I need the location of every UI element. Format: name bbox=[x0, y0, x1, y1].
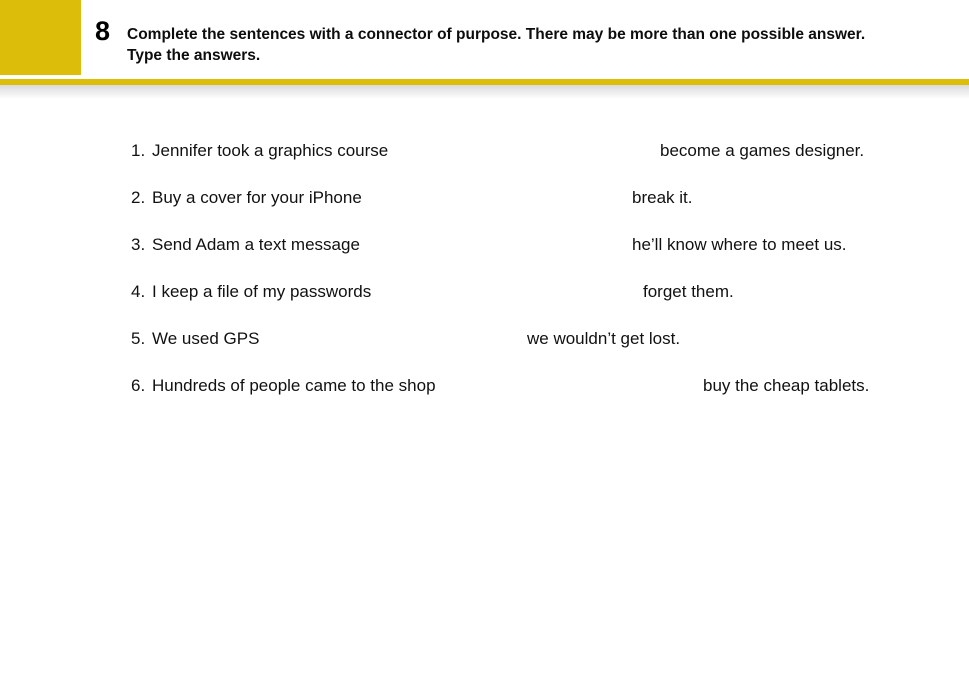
sentence-after: become a games designer. bbox=[660, 141, 865, 160]
sentence-before: I keep a file of my passwords bbox=[152, 282, 372, 301]
item-number: 2. bbox=[131, 188, 146, 207]
sentence-after: break it. bbox=[632, 188, 693, 207]
sentence-before: Jennifer took a graphics course bbox=[152, 141, 389, 160]
exercise-instructions bbox=[127, 24, 947, 66]
answer-input[interactable] bbox=[367, 187, 624, 208]
answer-input[interactable] bbox=[264, 328, 519, 349]
answer-input[interactable] bbox=[440, 375, 695, 396]
answer-input[interactable] bbox=[395, 140, 652, 161]
sentence-item bbox=[0, 187, 969, 208]
sentence-item bbox=[0, 281, 969, 302]
instructions-line-1: Complete the sentences with a connector of purpose. There may be more than one possible answer. bbox=[127, 26, 866, 43]
exercise-color-block bbox=[0, 0, 81, 75]
sentence-item bbox=[0, 234, 969, 255]
instructions-line-2: Type the answers. bbox=[127, 47, 261, 64]
item-number: 5. bbox=[131, 329, 146, 348]
sentence-after: buy the cheap tablets. bbox=[703, 376, 870, 395]
answer-input[interactable] bbox=[368, 234, 624, 255]
item-number: 1. bbox=[131, 141, 146, 160]
divider-shadow bbox=[0, 85, 969, 99]
sentence-before: We used GPS bbox=[152, 329, 260, 348]
sentence-before: Hundreds of people came to the shop bbox=[152, 376, 436, 395]
sentence-after: forget them. bbox=[643, 282, 734, 301]
sentence-item bbox=[0, 328, 969, 349]
item-number: 6. bbox=[131, 376, 146, 395]
sentence-item bbox=[0, 140, 969, 161]
item-number: 4. bbox=[131, 282, 146, 301]
sentence-after: we wouldn’t get lost. bbox=[527, 329, 681, 348]
sentence-before: Send Adam a text message bbox=[152, 235, 360, 254]
sentence-after: he’ll know where to meet us. bbox=[632, 235, 847, 254]
sentence-item bbox=[0, 375, 969, 396]
answer-input[interactable] bbox=[379, 281, 635, 302]
sentence-before: Buy a cover for your iPhone bbox=[152, 188, 362, 207]
exercise-number: 8 bbox=[95, 16, 111, 46]
item-number: 3. bbox=[131, 235, 146, 254]
